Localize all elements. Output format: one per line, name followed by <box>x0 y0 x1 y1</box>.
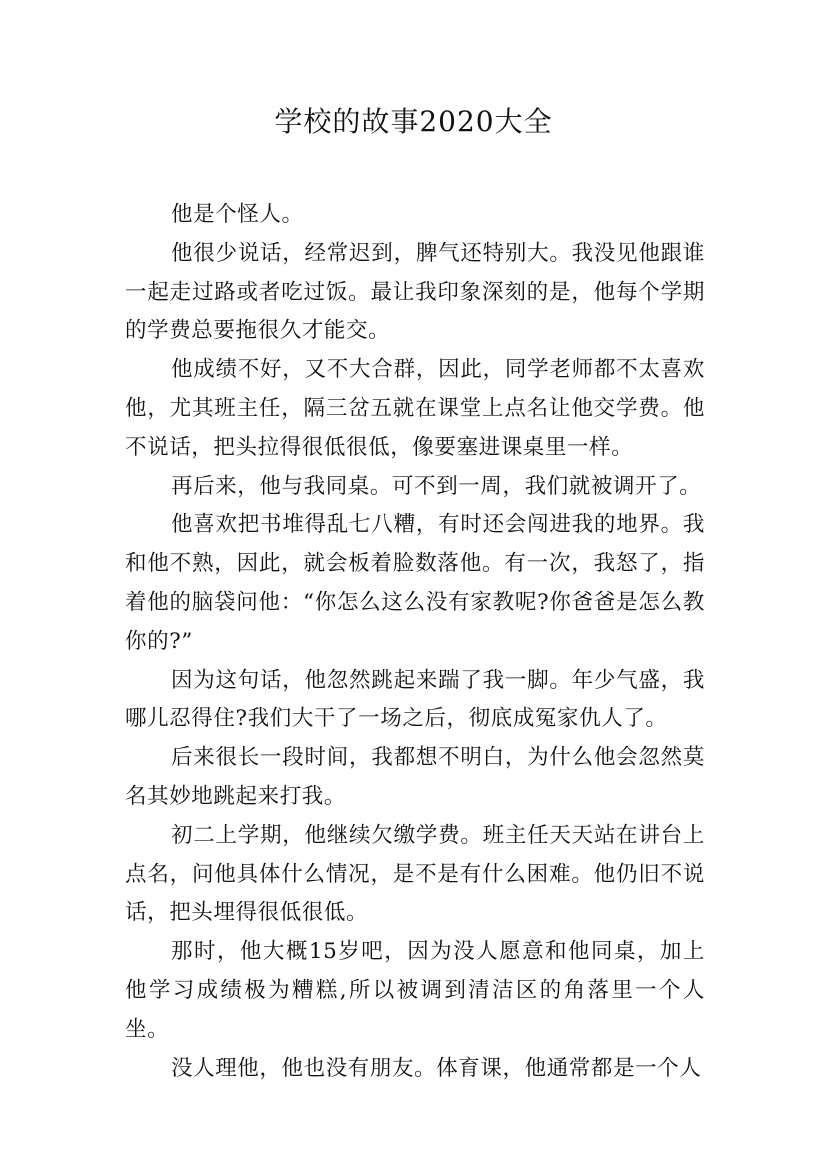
paragraph: 他是个怪人。 <box>171 202 304 227</box>
paragraph: 因为这句话，他忽然跳起来踹了我一脚。年少气盛，我哪儿忍得住?我们大干了一场之后，彻底成冤家仇人了。 <box>125 667 705 732</box>
paragraph: 那时，他大概15岁吧，因为没人愿意和他同桌，加上他学习成绩极为糟糕,所以被调到清洁区的角落里一个人坐。 <box>125 939 705 1042</box>
paragraph: 他成绩不好，又不大合群，因此，同学老师都不太喜欢他，尤其班主任，隔三岔五就在课堂上点名让他交学费。他不说话，把头拉得很低很低，像要塞进课桌里一样。 <box>125 357 705 460</box>
paragraph: 后来很长一段时间，我都想不明白，为什么他会忽然莫名其妙地跳起来打我。 <box>125 745 705 809</box>
paragraph: 他很少说话，经常迟到，脾气还特别大。我没见他跟谁一起走过路或者吃过饭。最让我印象深刻的是，他每个学期的学费总要拖很久才能交。 <box>125 240 705 344</box>
paragraph: 初二上学期，他继续欠缴学费。班主任天天站在讲台上点名，问他具体什么情况，是不是有什么困难。他仍旧不说话，把头埋得很低很低。 <box>125 822 705 926</box>
paragraph: 他喜欢把书堆得乱七八糟，有时还会闯进我的地界。我和他不熟，因此，就会板着脸数落他。有一次，我怒了，指着他的脑袋问他：“你怎么这么没有家教呢?你爸爸是怎么教你的?” <box>125 512 705 654</box>
paragraph: 再后来，他与我同桌。可不到一周，我们就被调开了。 <box>171 473 702 499</box>
paragraph: 没人理他，他也没有朋友。体育课，他通常都是一个人 <box>171 1055 702 1081</box>
document-body <box>125 196 705 1088</box>
document-title: 学校的故事2020大全 <box>274 105 553 138</box>
